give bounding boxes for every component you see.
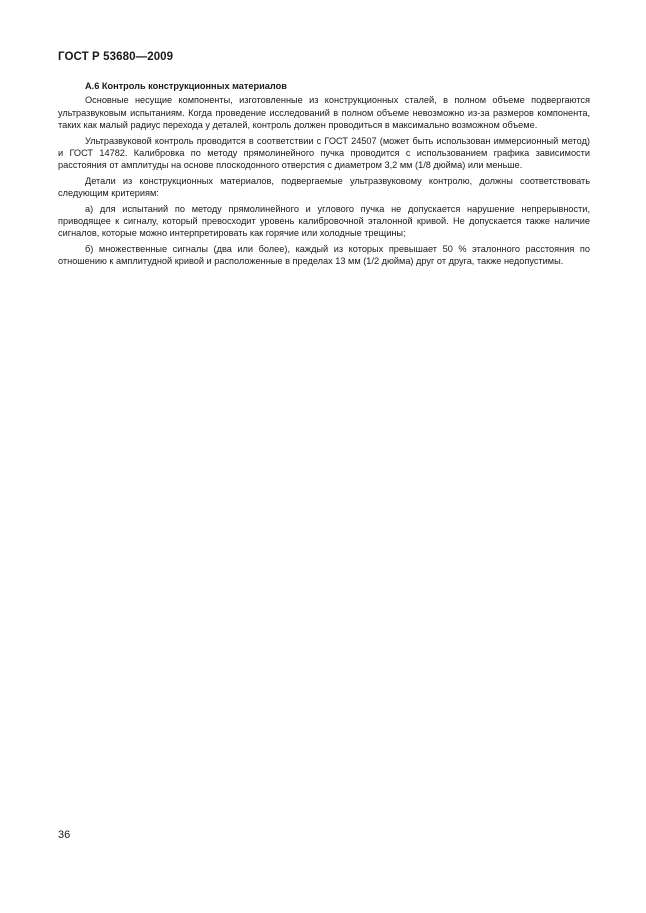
list-item-a: а) для испытаний по методу прямолинейного и углового пучка не допускается нарушение непрерывности, приводящее к сигналу, который превосходит уровень калибровочной эталонной кривой. Не допускается также наличие сигналов, которые можно интерпретировать как горячие или холодные трещины;: [58, 203, 590, 239]
paragraph: Ультразвуковой контроль проводится в соответствии с ГОСТ 24507 (может быть использован иммерсионный метод) и ГОСТ 14782. Калибровка по методу прямолинейного пучка проводится с использованием графика зависимости расстояния от амплитуды на основе плоскодонного отверстия с диаметром 3,2 мм (1/8 дюйма) или меньше.: [58, 135, 590, 171]
paragraph: Детали из конструкционных материалов, подвергаемые ультразвуковому контролю, должны соответствовать следующим критериям:: [58, 175, 590, 199]
paragraph: Основные несущие компоненты, изготовленные из конструкционных сталей, в полном объеме подвергаются ультразвуковым испытаниям. Когда проведение исследований в полном объеме невозможно из-за размеров компонента, таких как малый радиус перехода у деталей, контроль должен проводиться в максимально возможном объеме.: [58, 95, 590, 131]
document-code-header: ГОСТ Р 53680—2009: [58, 51, 174, 63]
list-item-b: б) множественные сигналы (два или более), каждый из которых превышает 50 % эталонного расстояния по отношению к амплитудной кривой и расположенные в пределах 13 мм (1/2 дюйма) друг от друга, также недопустимы.: [58, 243, 590, 267]
page-number: 36: [58, 829, 71, 841]
section-title: А.6 Контроль конструкционных материалов: [85, 81, 287, 91]
section-content: [58, 80, 590, 271]
